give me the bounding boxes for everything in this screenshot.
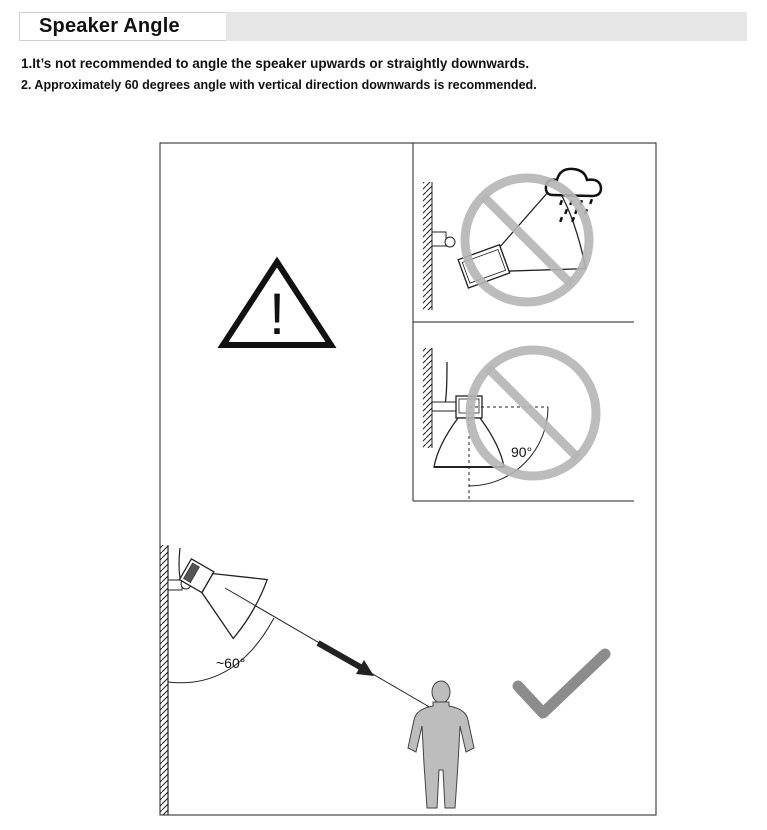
downward-speaker-panel [423,348,596,500]
section-title: Speaker Angle [19,12,226,41]
angle-90-label: 90° [511,444,533,460]
diagram-frame [160,143,656,815]
note-line-1: 1.It’s not recommended to angle the speaker upwards or straightly downwards. [21,56,530,71]
angle-60-label: ~60° [216,655,246,671]
wall-hatch [423,348,432,448]
warning-mark: ! [268,282,286,347]
direction-arrow-icon [318,643,374,676]
wall-hatch [160,545,168,815]
speaker-recommended-icon [167,542,269,640]
prohibition-icon [470,350,596,476]
upward-speaker-panel [423,169,601,310]
check-mark-icon [518,654,605,713]
wall-hatch [423,182,432,310]
warning-triangle-icon [223,262,331,347]
recommended-angle-scene [160,542,605,815]
note-line-2: 2. Approximately 60 degrees angle with vertical direction downwards is recommended. [21,78,537,92]
